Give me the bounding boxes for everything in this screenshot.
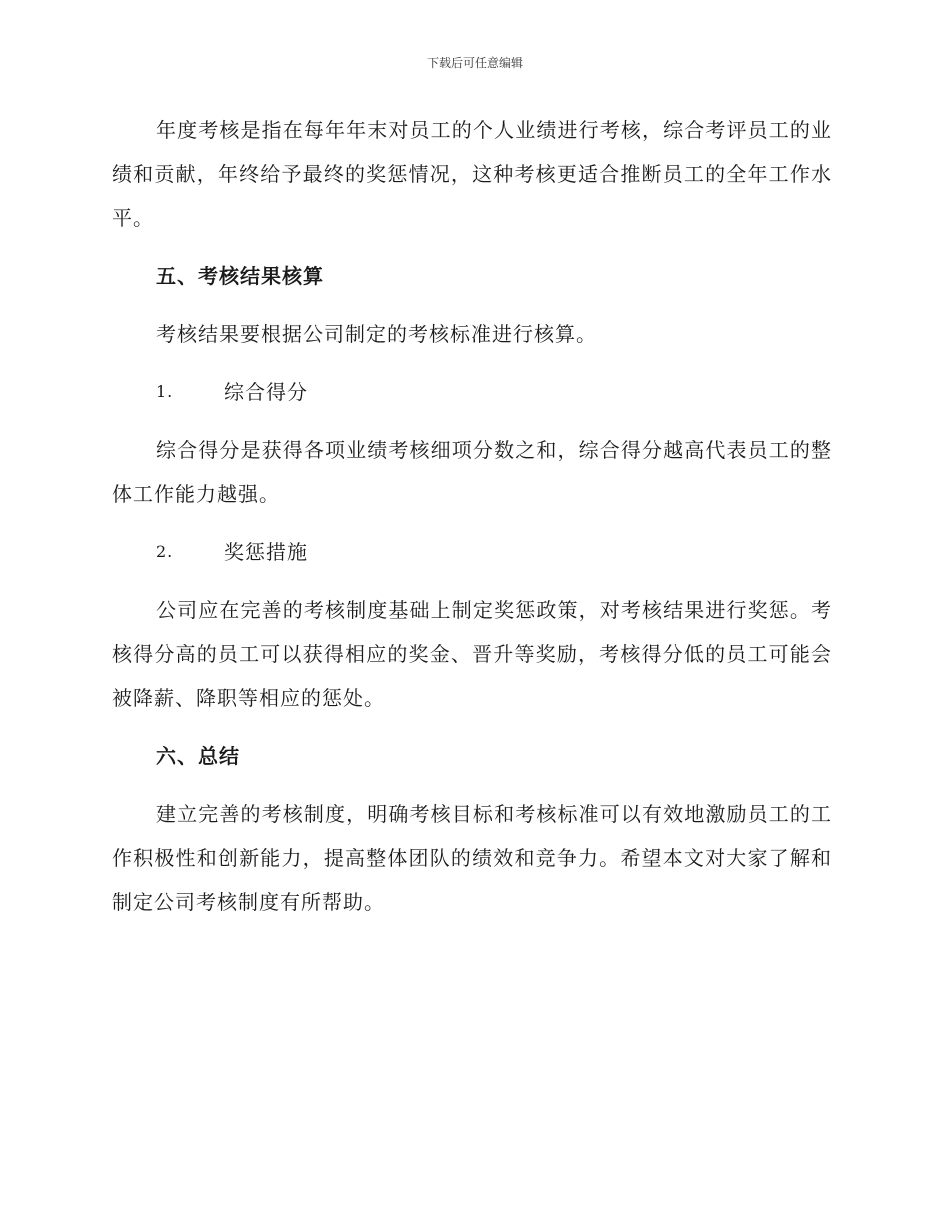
item-number: 1. xyxy=(156,382,174,401)
paragraph-summary: 建立完善的考核制度，明确考核目标和考核标准可以有效地激励员工的工作积极性和创新能力，提高整体团队的绩效和竞争力。希望本文对大家了解和制定公司考核制度有所帮助。 xyxy=(112,802,832,914)
item-label: 综合得分 xyxy=(224,380,308,404)
paragraph-rewards-penalties: 公司应在完善的考核制度基础上制定奖惩政策，对考核结果进行奖惩。考核得分高的员工可以获得相应的奖金、晋升等奖励，考核得分低的员工可能会被降薪、降职等相应的惩处。 xyxy=(112,598,832,710)
document-body xyxy=(112,108,832,938)
item-number: 2. xyxy=(156,542,174,561)
item-label: 奖惩措施 xyxy=(224,540,308,564)
paragraph-annual-review: 年度考核是指在每年年末对员工的个人业绩进行考核，综合考评员工的业绩和贡献，年终给予最终的奖惩情况，这种考核更适合推断员工的全年工作水平。 xyxy=(112,118,832,230)
numbered-item-rewards-penalties xyxy=(112,530,832,574)
paragraph-result-calculation: 考核结果要根据公司制定的考核标准进行核算。 xyxy=(156,322,597,346)
header-note: 下载后可任意编辑 xyxy=(426,56,523,70)
section-heading-summary: 六、总结 xyxy=(156,744,240,768)
section-heading-result-calculation: 五、考核结果核算 xyxy=(156,264,324,288)
paragraph-composite-score: 综合得分是获得各项业绩考核细项分数之和，综合得分越高代表员工的整体工作能力越强。 xyxy=(112,438,832,506)
numbered-item-composite-score xyxy=(112,370,832,414)
